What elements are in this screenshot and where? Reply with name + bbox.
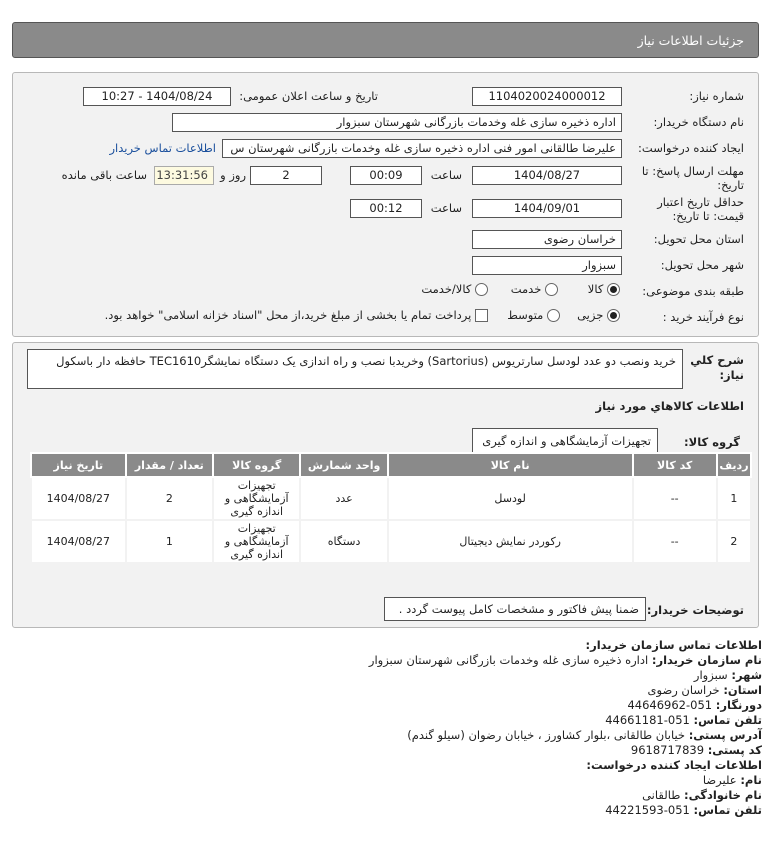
org-name-line: نام سازمان خریدار: اداره ذخیره سازی غله وخدمات بازرگانی شهرستان سبزوار: [368, 653, 762, 667]
creator-contact-title: اطلاعات ایجاد کننده درخواست:: [586, 758, 762, 772]
category-option-goods[interactable]: کالا: [588, 282, 620, 296]
table-row[interactable]: [31, 520, 751, 563]
col-code: کد کالا: [633, 453, 717, 477]
goods-panel: [12, 342, 759, 628]
creator-field[interactable]: علیرضا طالقانی امور فنی اداره ذخیره سازی غله وخدمات بازرگانی شهرستان س: [222, 139, 622, 158]
cell-code: --: [633, 477, 717, 520]
buyer-notes-label: توضیحات خریدار:: [646, 603, 744, 617]
goods-section-title: اطلاعات کالاهاي مورد نياز: [595, 399, 744, 413]
province-label: استان محل تحویل:: [653, 232, 744, 246]
description-label: شرح کلي نياز:: [690, 353, 744, 382]
city-label: شهر محل تحویل:: [660, 258, 744, 272]
radio-icon[interactable]: [545, 283, 558, 296]
validity-label: حداقل تاریخ اعتبار قیمت: تا تاریخ:: [657, 195, 744, 223]
org-postal-line: کد پستی: 9618717839: [630, 743, 762, 757]
col-date: تاریخ نیاز: [31, 453, 126, 477]
col-qty: تعداد / مقدار: [126, 453, 213, 477]
announce-field[interactable]: 1404/08/24 - 10:27: [83, 87, 231, 106]
col-row: ردیف: [717, 453, 751, 477]
need-number-label: شماره نیاز:: [689, 89, 744, 103]
description-field[interactable]: خرید ونصب دو عدد لودسل سارتریوس (Sartorius) وخریدبا نصب و راه اندازی یک دستگاه نمایشگرTEC1610 حافظه دار باسکول: [27, 349, 683, 389]
validity-time-field[interactable]: 00:12: [350, 199, 422, 218]
org-province-line: استان: خراسان رضوی: [647, 683, 762, 697]
col-unit: واحد شمارش: [300, 453, 387, 477]
org-fax-line: دورنگار: 051-44646962: [627, 698, 762, 712]
org-phone-line: تلفن تماس: 051-44661181: [605, 713, 762, 727]
buyer-org-field[interactable]: اداره ذخیره سازی غله وخدمات بازرگانی شهرستان سبزوار: [172, 113, 622, 132]
radio-icon[interactable]: [607, 309, 620, 322]
deadline-label: مهلت ارسال پاسخ: تا تاریخ:: [641, 164, 744, 192]
goods-group-label: گروه کالا:: [684, 435, 740, 449]
cell-name: رکوردر نمایش دیجیتال: [388, 520, 633, 563]
cell-qty: 2: [126, 477, 213, 520]
buyer-notes-field[interactable]: ضمنا پیش فاکتور و مشخصات کامل پیوست گردد .: [384, 597, 646, 621]
goods-table-header: [31, 453, 751, 477]
radio-icon[interactable]: [475, 283, 488, 296]
deadline-time-field[interactable]: 00:09: [350, 166, 422, 185]
table-row[interactable]: [31, 477, 751, 520]
goods-table: [30, 452, 752, 564]
creator-last-name-line: نام خانوادگی: طالقانی: [642, 788, 762, 802]
buyer-org-label: نام دستگاه خریدار:: [653, 115, 744, 129]
process-label: نوع فرآیند خرید :: [662, 310, 744, 324]
category-label: طبقه بندی موضوعی:: [642, 284, 744, 298]
city-field[interactable]: سبزوار: [472, 256, 622, 275]
radio-icon[interactable]: [547, 309, 560, 322]
treasury-payment-option[interactable]: پرداخت تمام یا بخشی از مبلغ خرید،از محل "اسناد خزانه اسلامی" خواهد بود.: [105, 308, 488, 322]
need-info-panel: [12, 72, 759, 337]
cell-row: 1: [717, 477, 751, 520]
col-name: نام کالا: [388, 453, 633, 477]
cell-unit: دستگاه: [300, 520, 387, 563]
creator-first-name-line: نام: علیرضا: [702, 773, 762, 787]
creator-label: ایجاد کننده درخواست:: [638, 141, 744, 155]
creator-phone-line: تلفن تماس: 051-44221593: [605, 803, 762, 817]
validity-time-label: ساعت: [430, 201, 462, 215]
cell-row: 2: [717, 520, 751, 563]
org-city-line: شهر: سبزوار: [693, 668, 762, 682]
category-option-service[interactable]: خدمت: [511, 282, 558, 296]
buyer-contact-link[interactable]: اطلاعات تماس خریدار: [109, 141, 216, 155]
checkbox-icon[interactable]: [475, 309, 488, 322]
remaining-time-field: 13:31:56: [154, 166, 214, 185]
cell-code: --: [633, 520, 717, 563]
col-group: گروه کالا: [213, 453, 300, 477]
cell-unit: عدد: [300, 477, 387, 520]
radio-icon[interactable]: [607, 283, 620, 296]
cell-name: لودسل: [388, 477, 633, 520]
announce-label: تاریخ و ساعت اعلان عمومی:: [239, 89, 378, 103]
category-option-goods-service[interactable]: کالا/خدمت: [421, 282, 488, 296]
cell-date: 1404/08/27: [31, 520, 126, 563]
validity-date-field[interactable]: 1404/09/01: [472, 199, 622, 218]
cell-date: 1404/08/27: [31, 477, 126, 520]
process-option-medium[interactable]: متوسط: [507, 308, 560, 322]
days-label: روز و: [220, 168, 246, 182]
province-field[interactable]: خراسان رضوی: [472, 230, 622, 249]
org-address-line: آدرس پستی: خیابان طالقانی ،بلوار کشاورز ، خیابان رضوان (سیلو گندم): [407, 728, 762, 742]
cell-group: تجهیزات آزمایشگاهی و اندازه گیری: [213, 520, 300, 563]
deadline-time-label: ساعت: [430, 168, 462, 182]
goods-group-field[interactable]: تجهیزات آزمایشگاهی و اندازه گیری: [472, 428, 658, 454]
cell-qty: 1: [126, 520, 213, 563]
org-contact-title: اطلاعات تماس سازمان خریدار:: [585, 638, 762, 652]
remaining-label: ساعت باقی مانده: [61, 168, 147, 182]
cell-group: تجهیزات آزمایشگاهی و اندازه گیری: [213, 477, 300, 520]
days-field[interactable]: 2: [250, 166, 322, 185]
process-option-minor[interactable]: جزیی: [577, 308, 620, 322]
page-header: [12, 22, 759, 58]
need-number-field[interactable]: 1104020024000012: [472, 87, 622, 106]
deadline-date-field[interactable]: 1404/08/27: [472, 166, 622, 185]
page-title: جزئیات اطلاعات نیاز: [637, 33, 744, 48]
